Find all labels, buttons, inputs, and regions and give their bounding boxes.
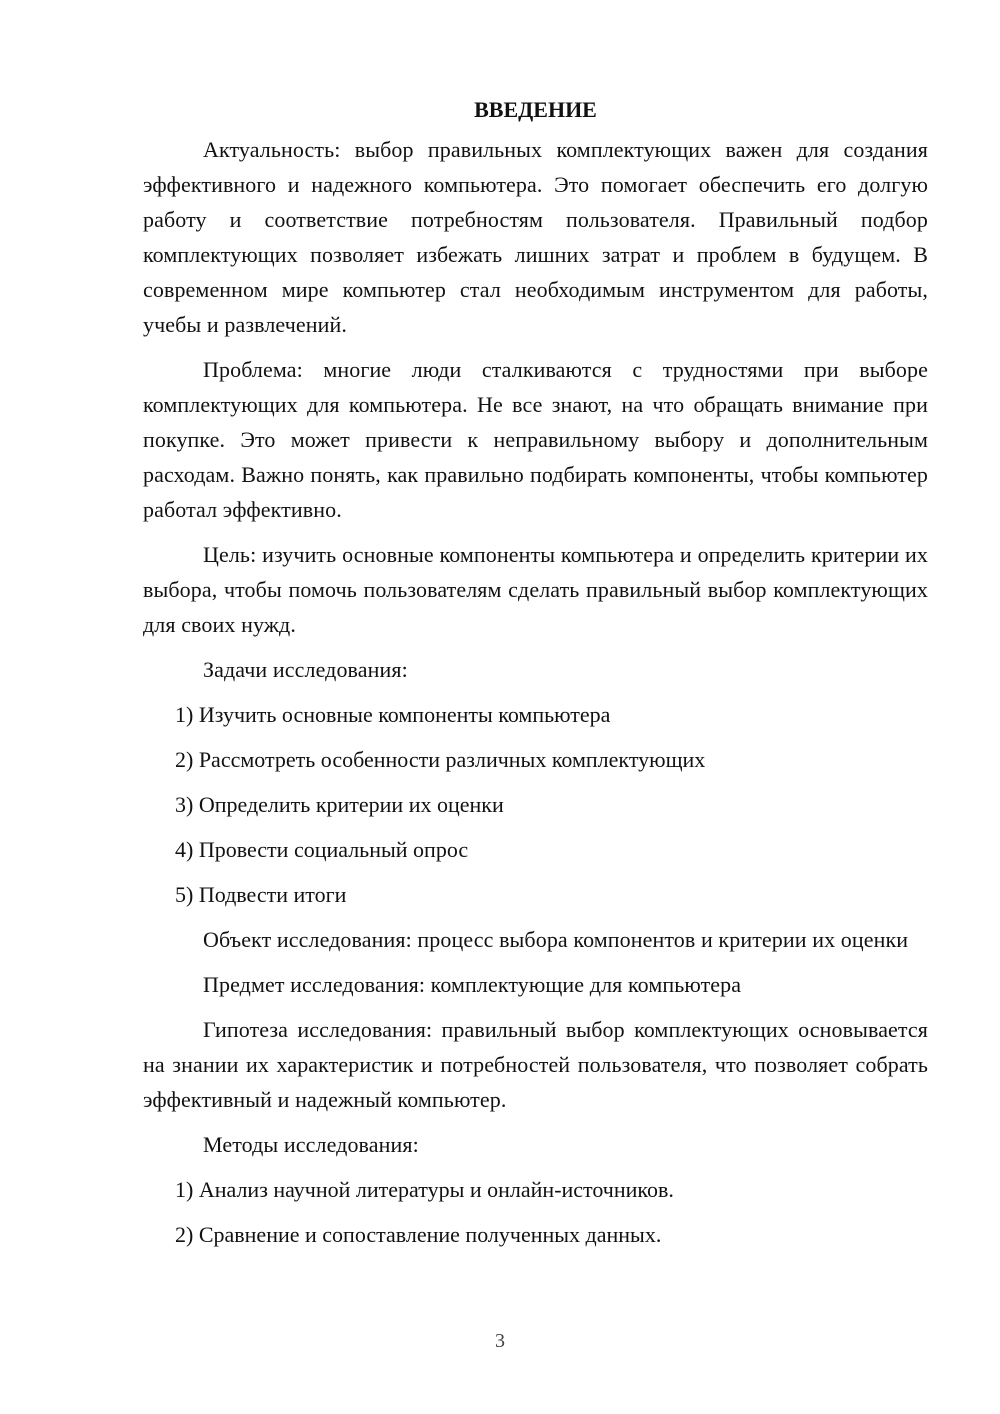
list-item: 2) Рассмотреть особенности различных комплектующих — [175, 747, 706, 772]
goal-paragraph: Цель: изучить основные компоненты компьютера и определить критерии их выбора, чтобы помочь пользователям сделать правильный выбор комплектующих для своих нужд. — [143, 542, 928, 637]
list-item: 1) Анализ научной литературы и онлайн-источников. — [175, 1177, 674, 1202]
subject-paragraph: Предмет исследования: комплектующие для компьютера — [203, 972, 742, 997]
list-item: 1) Изучить основные компоненты компьютера — [175, 702, 611, 727]
methods-heading: Методы исследования: — [203, 1132, 419, 1157]
problem-paragraph: Проблема: многие люди сталкиваются с трудностями при выборе комплектующих для компьютера. Не все знают, на что обращать внимание при покупке. Это может привести к неправильному выбору и дополнительным расходам. Важно понять, как правильно подбирать компоненты, чтобы компьютер работал эффективно. — [143, 357, 928, 522]
document-page — [143, 92, 928, 1262]
tasks-heading: Задачи исследования: — [203, 657, 408, 682]
relevance-paragraph: Актуальность: выбор правильных комплектующих важен для создания эффективного и надежного компьютера. Это помогает обеспечить его долгую работу и соответствие потребностям пользователя. Правильный подбор комплектующих позволяет избежать лишних затрат и проблем в будущем. В современном мире компьютер стал необходимым инструментом для работы, учебы и развлечений. — [143, 137, 928, 337]
methods-list — [143, 1172, 928, 1252]
page-number: 3 — [495, 1330, 505, 1352]
list-item: 3) Определить критерии их оценки — [175, 792, 504, 817]
object-paragraph: Объект исследования: процесс выбора компонентов и критерии их оценки — [203, 927, 909, 952]
list-item: 5) Подвести итоги — [175, 882, 347, 907]
hypothesis-paragraph: Гипотеза исследования: правильный выбор комплектующих основывается на знании их характеристик и потребностей пользователя, что позволяет собрать эффективный и надежный компьютер. — [143, 1017, 928, 1112]
list-item: 4) Провести социальный опрос — [175, 837, 469, 862]
list-item: 2) Сравнение и сопоставление полученных данных. — [175, 1222, 662, 1247]
section-title: ВВЕДЕНИЕ — [474, 97, 597, 122]
tasks-list — [143, 697, 928, 912]
